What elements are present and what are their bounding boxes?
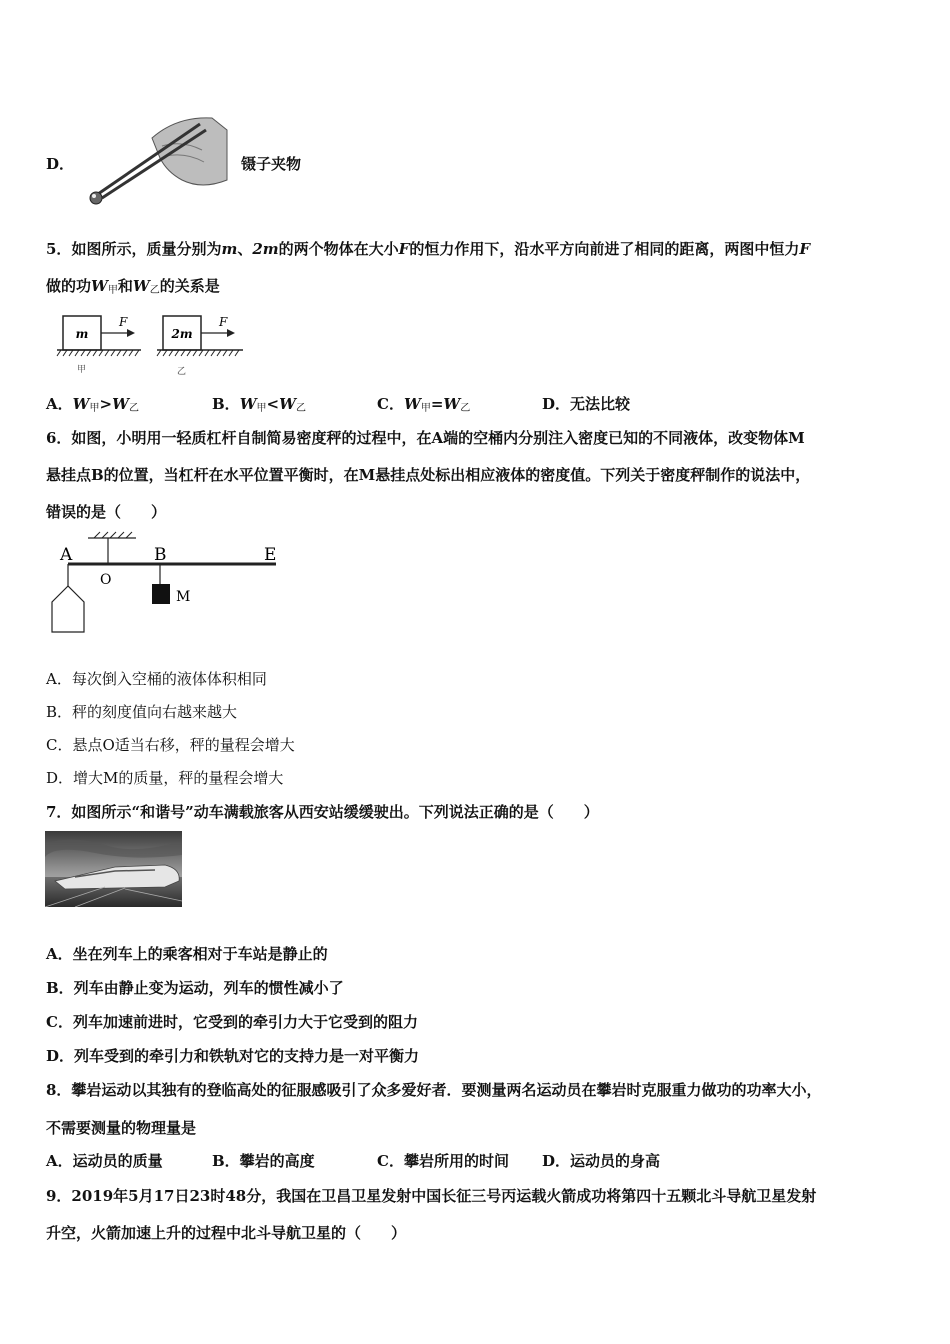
q7-option-b[interactable]: B．列车由静止变为运动，列车的惯性减小了 (46, 979, 344, 997)
q5-option-d[interactable]: D．无法比较 (542, 395, 631, 413)
q8-stem-line2: 不需要测量的物理量是 (46, 1119, 197, 1137)
q5-figure-label-1: 甲 (77, 365, 87, 375)
q5-box2-label: 2m (171, 327, 193, 341)
q6-option-b[interactable]: B．秤的刻度值向右越来越大 (46, 703, 238, 721)
q8-option-c[interactable]: C．攀岩所用的时间 (377, 1152, 509, 1170)
q6-option-a[interactable]: A．每次倒入空桶的液体体积相同 (46, 670, 267, 688)
q7-option-a[interactable]: A．坐在列车上的乘客相对于车站是静止的 (46, 945, 328, 963)
q8-option-d[interactable]: D．运动员的身高 (542, 1152, 661, 1170)
q5-option-b[interactable]: B．$W_甲<W_乙$ (212, 395, 306, 414)
q5-figure-label-2: 乙 (177, 367, 187, 377)
q6-option-d[interactable]: D．增大M的质量，秤的量程会增大 (46, 769, 284, 787)
q6-label-e: E (264, 545, 277, 565)
q5-stem-line1: 5．如图所示，质量分别为m、2m的两个物体在大小F的恒力作用下，沿水平方向前进了相同的距离，两图中恒力F (46, 240, 810, 258)
q5-box1-label: m (75, 327, 89, 341)
q7-option-c[interactable]: C．列车加速前进时，它受到的牵引力大于它受到的阻力 (46, 1013, 418, 1031)
q9-stem-line1: 9．2019年5月17日23时48分，我国在卫昌卫星发射中国长征三号丙运载火箭成功将第四十五颗北斗导航卫星发射 (46, 1187, 817, 1205)
q6-label-o: O (100, 572, 112, 588)
q9-stem-line2: 升空，火箭加速上升的过程中北斗导航卫星的（ ） (46, 1224, 407, 1242)
q6-option-c[interactable]: C．悬点O适当右移，秤的量程会增大 (46, 736, 295, 754)
q5-force-label-1: F (119, 315, 128, 329)
q6-stem-line3: 错误的是（ ） (46, 503, 167, 521)
q6-label-a: A (60, 545, 73, 565)
q6-label-b: B (154, 545, 167, 565)
q6-stem-line2: 悬挂点B的位置，当杠杆在水平位置平衡时，在M悬挂点处标出相应液体的密度值。下列关于密度秤制作的说法中， (46, 466, 811, 484)
q7-stem: 7．如图所示“和谐号”动车满载旅客从西安站缓缓驶出。下列说法正确的是（ ） (46, 803, 599, 821)
q4-option-d-caption: 镊子夹物 (241, 155, 302, 173)
q6-label-m: M (176, 589, 191, 605)
q5-stem-line2: 做的功$W_甲$和$W_乙$的关系是 (46, 277, 220, 296)
q8-option-b[interactable]: B．攀岩的高度 (212, 1152, 315, 1170)
q5-force-figure (55, 310, 255, 382)
q5-force-label-2: F (219, 315, 228, 329)
q5-option-a[interactable]: A．$W_甲>W_乙$ (46, 395, 139, 414)
q7-option-d[interactable]: D．列车受到的牵引力和铁轨对它的支持力是一对平衡力 (46, 1047, 420, 1065)
q5-option-c[interactable]: C．$W_甲=W_乙$ (377, 395, 471, 414)
q4-option-d-label: D． (46, 155, 75, 173)
train-photo (45, 831, 182, 907)
q6-stem-line1: 6．如图，小明用一轻质杠杆自制简易密度秤的过程中，在A端的空桶内分别注入密度已知的不同液体，改变物体M (46, 429, 805, 447)
q8-stem-line1: 8．攀岩运动以其独有的登临高处的征服感吸引了众多爱好者．要测量两名运动员在攀岩时克服重力做功的功率大小， (46, 1081, 822, 1099)
tweezers-image (82, 110, 232, 210)
q6-lever-figure (44, 530, 284, 640)
q8-option-a[interactable]: A．运动员的质量 (46, 1152, 163, 1170)
